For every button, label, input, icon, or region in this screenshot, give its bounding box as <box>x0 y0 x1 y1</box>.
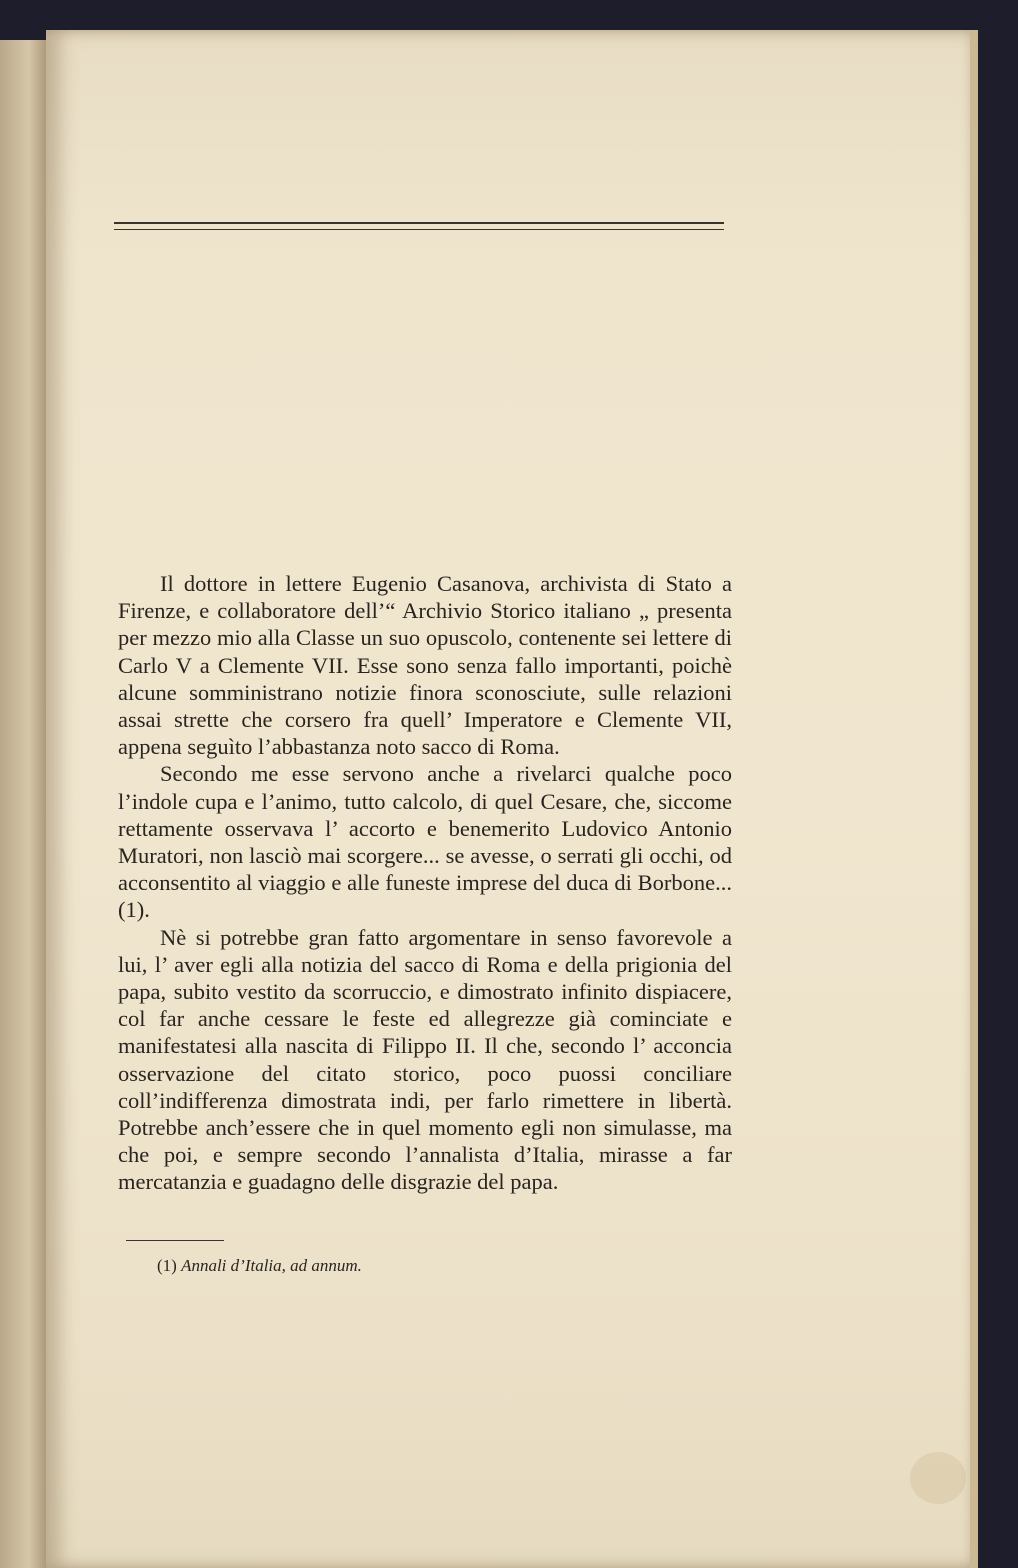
paragraph-3: Nè si potrebbe gran fatto argomentare in senso favorevole a lui, l’ aver egli alla notizia del sacco di Roma e della prigionia del papa, subito vestito da scorruccio, e dimostrato infinito dispiacere, col far anche cessare le feste ed allegrezze già cominciate e manifestatesi alla nascita di Filippo II. Il che, secondo l’ acconcia osservazione del citato storico, poco puossi conciliare coll’indifferenza dimostrata indi, per farlo rimettere in libertà. Potrebbe anch’essere che in quel momento egli non simulasse, ma che poi, e sempre secondo l’annalista d’Italia, mirasse a far mercatanzia e guadagno delle disgrazie del papa. <box>118 924 732 1195</box>
paper-stain <box>910 1452 966 1504</box>
adjacent-page-edge <box>0 40 48 1568</box>
paragraph-2: Secondo me esse servono anche a rivelarci qualche poco l’indole cupa e l’animo, tutto calcolo, di quel Cesare, che, siccome rettamente osservava l’ accorto e benemerito Ludovico Antonio Muratori, non lasciò mai scorgere... se avesse, o serrati gli occhi, od acconsentito al viaggio e alle funeste imprese del duca di Borbone... (1). <box>118 761 732 923</box>
paragraph-1: Il dottore in lettere Eugenio Casanova, archivista di Stato a Firenze, e collaboratore dell’“ Archivio Storico italiano „ presenta per mezzo mio alla Classe un suo opuscolo, contenente sei lettere di Carlo V a Clemente VII. Esse sono senza fallo importanti, poichè alcune somministrano notizie finora sconosciute, sulle relazioni assai strette che corsero fra quell’ Imperatore e Clemente VII, appena seguìto l’abbastanza noto sacco di Roma. <box>118 571 732 760</box>
footnote-number: (1) <box>157 1256 177 1275</box>
header-rule <box>114 222 724 224</box>
page-edge <box>970 30 978 1568</box>
footnote-text: Annali d’Italia, ad annum. <box>181 1256 362 1275</box>
header-rule-thin <box>114 229 724 230</box>
footnote <box>157 1256 362 1276</box>
footnote-rule <box>126 1240 224 1241</box>
body-text <box>118 570 732 1196</box>
